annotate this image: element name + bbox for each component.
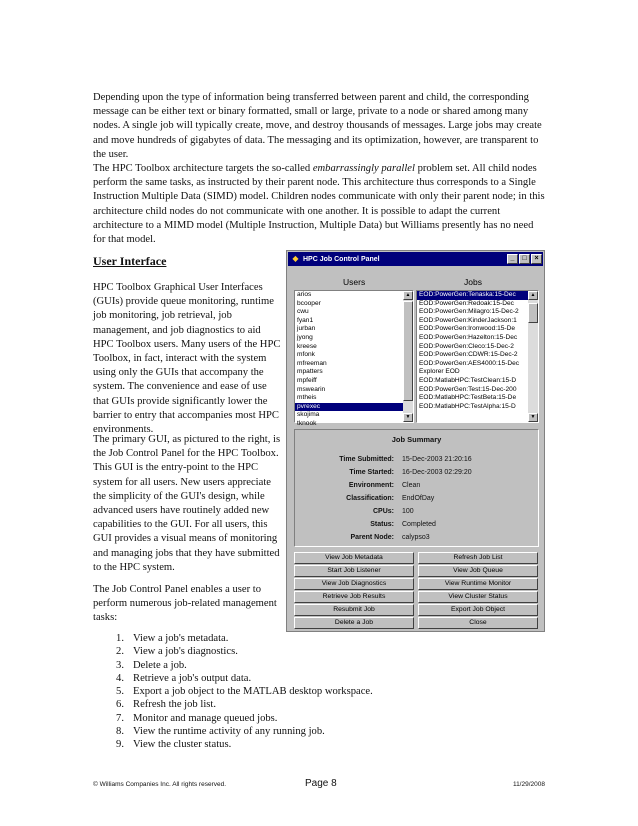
user-list-item[interactable]: mpfeiff [297,376,317,384]
minimize-button[interactable]: _ [507,254,518,264]
task-number: 6. [116,699,124,711]
section-heading: User Interface [93,254,167,268]
task-text: View a job's diagnostics. [133,646,238,658]
summary-label: Status: [370,521,394,528]
user-list-item[interactable]: jyong [297,333,313,341]
user-list-item[interactable]: bcooper [297,299,321,307]
summary-row [295,508,538,520]
scroll-thumb[interactable] [528,303,538,323]
job-list-item[interactable]: EOD:MatlabHPC:TestClean:15-D [419,376,517,384]
footer-page-number: Page 8 [305,778,337,789]
summary-label: Parent Node: [350,534,394,541]
delete-a-job-button[interactable]: Delete a Job [294,617,414,629]
task-text: Delete a job. [133,659,187,671]
job-list-item[interactable]: EOD:MatlabHPC:TestBeta:15-De [419,394,517,402]
view-job-diagnostics-button[interactable]: View Job Diagnostics [294,578,414,590]
jobs-listbox[interactable] [416,290,539,423]
jobs-list [417,291,528,422]
paragraph-gui-intro: HPC Toolbox Graphical User Interfaces (GUIs) provide queue monitoring, runtime job monitoring, job retrieval, job management, and job diagnostics to aid HPC Toolbox users. Many users of the HPC Toolbox, in fact, interact with the system using only the GUIs that accompany the system. The convenience and ease of use that GUIs provide significantly lower the barrier to entry that accompanies most HPC environments. [93,282,281,436]
scroll-up-arrow-icon[interactable]: ▲ [403,291,413,300]
task-number: 9. [116,739,124,751]
user-list-item[interactable]: mpatters [297,368,323,376]
paragraph-messaging: Depending upon the type of information being transferred between parent and child, the corresponding message can be either text or binary formatted, small or large, private to a node or shared among many nodes. A single job will typically create, move, and destroy thousands of messages. Large jobs may create and move hundreds of gigabytes of data. The messaging and its optimization, however, are transparent to the user. [93,92,542,160]
user-list-item[interactable]: kreese [297,342,317,350]
view-job-queue-button[interactable]: View Job Queue [418,565,538,577]
job-summary-panel [294,429,539,547]
user-list-item[interactable]: mfreeman [297,359,327,367]
close-button[interactable]: Close [418,617,538,629]
user-list-item[interactable]: mswearin [297,385,326,393]
task-item [93,659,373,672]
task-item [93,725,373,738]
paragraph-architecture-start: The HPC Toolbox architecture targets the so-called [93,163,313,174]
scroll-down-arrow-icon[interactable]: ▼ [528,413,538,422]
task-text: Retrieve a job's output data. [133,672,252,684]
summary-label: Classification: [346,495,394,502]
task-item [93,685,373,698]
maximize-button[interactable]: □ [519,254,530,264]
task-number: 8. [116,726,124,738]
users-header: Users [343,277,366,287]
view-cluster-status-button[interactable]: View Cluster Status [418,591,538,603]
summary-row [295,456,538,468]
summary-value: 15-Dec-2003 21:20:16 [402,456,472,463]
user-list-item[interactable]: mtheis [297,394,317,402]
job-list-item[interactable]: EOD:PowerGen:Milagro:15-Dec-2 [419,308,519,316]
user-list-item[interactable]: pvrexec [295,403,403,412]
view-runtime-monitor-button[interactable]: View Runtime Monitor [418,578,538,590]
summary-row [295,534,538,546]
job-list-item[interactable]: EOD:PowerGen:Tenaska:15-Dec [417,291,528,300]
summary-label: Time Started: [349,469,394,476]
job-control-panel-window [286,250,545,632]
export-job-object-button[interactable]: Export Job Object [418,604,538,616]
window-titlebar [288,252,543,266]
start-job-listener-button[interactable]: Start Job Listener [294,565,414,577]
job-list-item[interactable]: EOD:PowerGen:KinderJackson:1 [419,316,517,324]
users-scrollbar[interactable] [403,291,413,422]
task-text: View a job's metadata. [133,633,229,644]
view-job-metadata-button[interactable]: View Job Metadata [294,552,414,564]
task-item [93,738,373,751]
summary-value: 16-Dec-2003 02:29:20 [402,469,472,476]
summary-label: CPUs: [372,508,394,515]
user-list-item[interactable]: skojima [297,411,320,419]
task-number: 4. [116,672,124,684]
user-list-item[interactable]: mfonk [297,351,315,359]
job-list-item[interactable]: EOD:PowerGen:AES4000:15-Dec [419,359,520,367]
window-title: HPC Job Control Panel [303,255,380,263]
summary-row [295,482,538,494]
job-list-item[interactable]: EOD:PowerGen:Ironwood:15-De [419,325,516,333]
task-item [93,698,373,711]
summary-label: Time Submitted: [339,456,394,463]
task-text: View the cluster status. [133,739,232,751]
user-list-item[interactable]: tknook [297,419,317,427]
footer-date: 11/29/2008 [512,781,545,788]
task-number: 3. [116,659,124,671]
job-list-item[interactable]: EOD:PowerGen:Hazelton:15-Dec [419,333,518,341]
summary-value: 100 [402,508,414,515]
user-list-item[interactable]: jurban [297,325,316,333]
task-text: Export a job object to the MATLAB desktop workspace. [133,686,373,698]
paragraph-architecture-emphasis: embarrassingly parallel [312,163,415,174]
task-text: Refresh the job list. [133,699,216,711]
job-list-item[interactable]: EOD:PowerGen:Cleco:15-Dec-2 [419,342,514,350]
summary-value: Completed [402,521,436,528]
summary-label: Environment: [348,482,394,489]
user-list-item[interactable]: cwu [297,308,309,316]
task-number: 5. [116,686,124,698]
task-item [93,672,373,685]
summary-value: Clean [402,482,421,489]
summary-value: calypso3 [402,534,430,541]
summary-value: EndOfDay [402,495,435,502]
job-list-item[interactable]: EOD:PowerGen:Redoak:15-Dec [419,299,514,307]
summary-row [295,521,538,533]
job-list-item[interactable]: EOD:PowerGen:CDWR:15-Dec-2 [419,351,518,359]
task-text: Monitor and manage queued jobs. [133,712,278,724]
footer-copyright: © Williams Companies Inc. All rights reserved. [93,781,227,788]
job-list-item[interactable]: EOD:MatlabHPC:TestAlpha:15-D [419,402,516,410]
jobs-header: Jobs [464,277,482,287]
task-item [93,645,373,658]
summary-row [295,495,538,507]
job-list-item[interactable]: Explorer EOD [419,368,460,376]
matlab-app-icon: ◆ [292,254,299,263]
scroll-up-arrow-icon[interactable]: ▲ [528,291,538,300]
retrieve-job-results-button[interactable]: Retrieve Job Results [294,591,414,603]
user-list-item[interactable]: arios [297,291,312,298]
paragraph-tasks-intro: The Job Control Panel enables a user to perform numerous job-related management tasks: [93,584,277,624]
summary-row [295,469,538,481]
page-footer [93,778,545,792]
user-list-item[interactable]: fyan1 [297,316,314,324]
scroll-down-arrow-icon[interactable]: ▼ [403,413,413,422]
task-number: 7. [116,712,124,724]
scroll-thumb[interactable] [403,301,413,401]
task-text: View the runtime activity of any running job. [133,726,325,738]
task-item [93,712,373,725]
refresh-job-list-button[interactable]: Refresh Job List [418,552,538,564]
close-window-button[interactable]: × [531,254,542,264]
paragraph-architecture-end: problem set. All child nodes perform the same tasks, as instructed by their parent node. This architecture thus corresponds to a Single Instruction Multiple Data (SIMD) model. Children nodes communicate with only their parent node; in this architecture child nodes do not communicate with one another. It is possible to adapt the current architecture to a MIMD model (Multiple Instruction, Multiple Data) but Williams presently has no need for that model. [93,163,545,246]
users-list [295,291,403,427]
job-summary-title: Job Summary [391,435,442,444]
resubmit-job-button[interactable]: Resubmit Job [294,604,414,616]
task-item [93,632,373,645]
task-number: 1. [116,633,124,644]
paragraph-architecture [93,162,545,247]
task-list [93,632,373,752]
paragraph-primary-gui: The primary GUI, as pictured to the right, is the Job Control Panel for the HPC Toolbox. This GUI is the entry-point to the HPC system for all users. New users appreciate the simplicity of the GUI's design, while advanced users have routinely added new capabilities to the GUI. For all users, this GUI provides a visual means of monitoring and managing jobs that they have submitted to the HPC system. [93,434,281,573]
users-listbox[interactable] [294,290,414,427]
job-list-item[interactable]: EOD:PowerGen:Test:15-Dec-200 [419,385,517,393]
jobs-scrollbar[interactable] [528,291,538,422]
task-number: 2. [116,646,124,658]
